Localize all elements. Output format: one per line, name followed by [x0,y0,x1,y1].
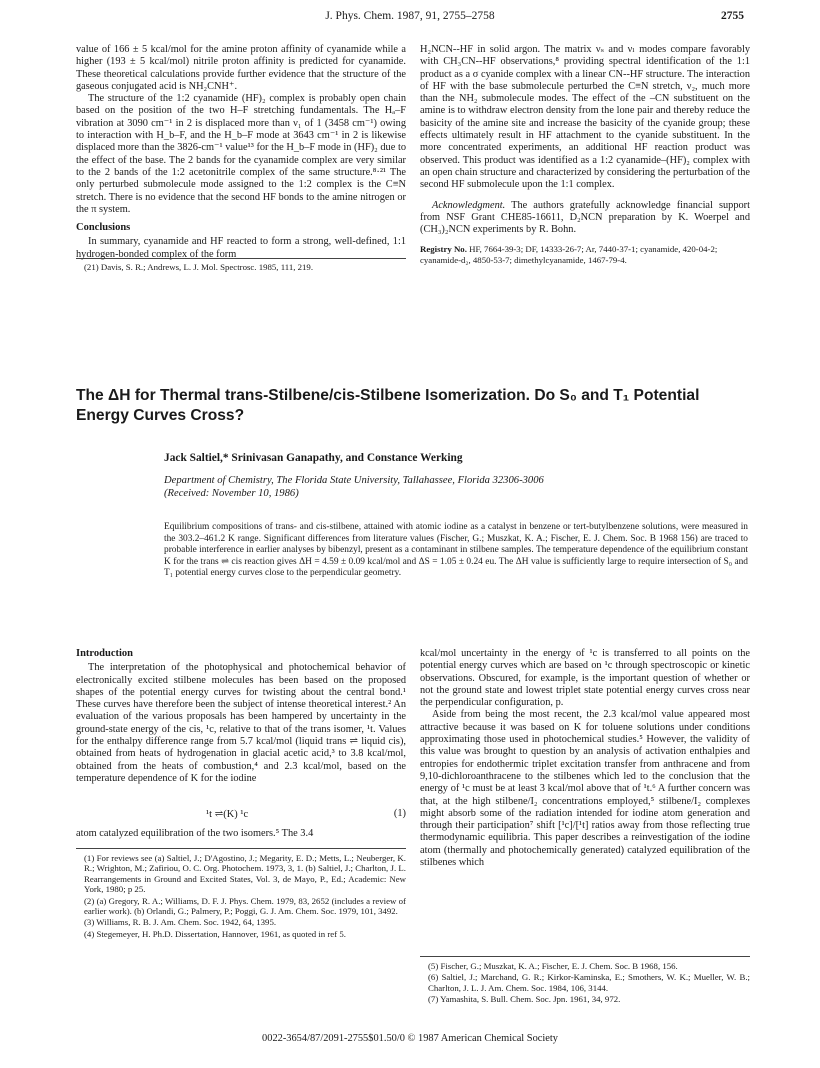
footnote: (6) Saltiel, J.; Marchand, G. R.; Kirkor-Kaminska, E.; Smothers, W. K.; Mueller, W. B.; Charlton, J. L. J. Am. Chem. Soc. 1984, 106, 3144. [428,972,750,993]
footnote: (3) Williams, R. B. J. Am. Chem. Soc. 1942, 64, 1395. [84,917,277,928]
footnote: (5) Fischer, G.; Muszkat, K. A.; Fischer, E. J. Chem. Soc. B 1968, 156. [428,961,678,971]
equation-expression: ¹t ⇌(K) ¹c [206,809,249,820]
affiliation-text: Department of Chemistry, The Florida State University, Tallahassee, Florida 32306-3006 [164,475,544,486]
section-heading-conclusions: Conclusions [76,222,131,234]
footnote-block-top-left [76,262,406,273]
footnote-block-left [76,853,406,940]
page-number: 2755 [721,10,744,22]
article-right-column [420,648,750,869]
previous-article-right-column [420,44,750,236]
footnote: (7) Yamashita, S. Bull. Chem. Soc. Jpn. 1961, 34, 972. [428,994,621,1005]
paragraph: Aside from being the most recent, the 2.3 kcal/mol value appeared most attractive because it was based on K for toluene solutions under conditions approximating those used in photochemical studies.⁵ However, the validity of this value was brought to question by an analysis of activation enthalpies and entropies for endothermic triplet excitation transfer from anthracene and from 9,10-dichloroanthracene to the stilbenes which led to the conclusion that the energy of ¹c must be at least 3 kcal/mol above that of ¹t.⁶ A further concern was that, at the high stilbene/I₂ concentrations employed,⁵ stilbene/I₂ complexes might absorb some of the radiation intended for iodine atom generation and through their participation⁷ shift [¹c]/[¹t] ratios away from those reflecting true thermodynamic equilibria. This paper describes a reinvestigation of the iodine atom (thermally and photochemically generated) catalyzed equilibration of the stilbenes which [420,709,750,869]
article-left-column [76,648,406,785]
running-header [76,10,744,26]
registry-label: Registry No. [420,244,467,254]
footnote: (2) (a) Gregory, R. A.; Williams, D. F. J. Phys. Chem. 1979, 83, 2652 (includes a review of earlier work). (b) Orlandi, G.; Palmery, P.; Poggi, G. J. Am. Chem. Soc. 1979, 101, 3492. [84,895,406,917]
paragraph: In summary, cyanamide and HF reacted to form a strong, well-defined, 1:1 hydrogen-bonded complex of the form [76,236,406,260]
acknowledgment-text: The authors gratefully acknowledge financial support from NSF Grant CHE85-16611, D₂NCN preparation by K. Woerpel and (CH₃)₂NCN experiments by R. Bohn. [420,199,751,236]
footnote-divider [76,848,406,849]
article-left-column-continued [76,828,406,840]
footnote-block-right [420,961,750,1006]
footnote-divider [76,258,406,259]
equation-1 [76,808,406,822]
received-date: (Received: November 10, 1986) [164,488,299,500]
paragraph: H₂NCN--HF in solid argon. The matrix νₛ and νₗ modes compare favorably with CH₃CN--HF observations,⁸ providing spectral identification of the 1:1 product as a σ cyanide complex with a linear CN--HF structure. The interaction of HF with the base submolecule perturbed the C≡N stretch, ν₂, much more than the NH₂ submolecule modes. The effect of the –CN substituent on the amine is to withdraw electron density from the lone pair and thereby reduce the basicity of the amine site and increase the basicity of the cyanide group; these effects ultimately result in HF attachment to the cyanide substituent. In the more concentrated experiments, an additional HF reaction product was observed. This product was identified as a 1:2 cyanamide–(HF)₂ complex with an open chain structure and characterized by considering the perturbation of the second HF submolecule upon the 1:1 complex. [420,44,750,191]
footnote: (4) Stegemeyer, H. Ph.D. Dissertation, Hannover, 1961, as quoted in ref 5. [84,928,346,939]
paragraph: atom catalyzed equilibration of the two isomers.⁵ The 3.4 [76,828,314,839]
section-heading-introduction: Introduction [76,648,133,659]
footnote-divider [420,956,750,957]
article-abstract: Equilibrium compositions of trans- and cis-stilbene, attained with atomic iodine as a catalyst in benzene or tert-butylbenzene solutions, were measured in the 303.2–461.2 K range. Significant differences from literature values (Fischer, G.; Muszkat, K. A.; Fischer, E. J. Chem. Soc. B 1968 156) are traced to probable interference in earlier analyses by bibenzyl, present as a contaminant in stilbene samples. The temperature dependence of the equilibrium constant K for the trans ⇌ cis reaction gives ΔH = 4.59 ± 0.09 kcal/mol and ΔS = 1.05 ± 0.24 eu. The ΔH value is sufficiently large to require intersection of S₀ and T₁ potential energy curves close to the perpendicular geometry. [164,522,748,579]
equation-number: (1) [393,808,406,819]
footnote: (21) Davis, S. R.; Andrews, L. J. Mol. Spectrosc. 1985, 111, 219. [84,262,314,272]
registry-numbers [420,244,750,265]
paragraph: The structure of the 1:2 cyanamide (HF)₂ complex is probably open chain based on the position of the two H–F stretching fundamentals. The Hₐ–F vibration at 3090 cm⁻¹ in 2 is displaced more than ν₁ of 1 (3458 cm⁻¹) owing to interaction with H_b–F, and the H_b–F mode at 3643 cm⁻¹ in 2 is likewise displaced more than the 3826-cm⁻¹ value¹³ for the H_b–F mode in (HF)₂ due to the effect of the base. The 2 bands for the cyanamide complex are very similar to the 2 bands of the 1:2 acetonitrile complex of the same structure.⁸·²¹ The only perturbed submolecule mode assigned to the 1:2 complex is the C≡N stretch. There is no evidence that the second HF bonds to the amine nitrogen or the π system. [76,93,406,215]
previous-article-left-column [76,44,406,261]
journal-citation: J. Phys. Chem. 1987, 91, 2755–2758 [325,10,495,22]
article-authors: Jack Saltiel,* Srinivasan Ganapathy, and Constance Werking [164,452,463,464]
article-affiliation [164,474,744,501]
paragraph: value of 166 ± 5 kcal/mol for the amine proton affinity of cyanamide while a higher (193 ± 5 kcal/mol) nitrile proton affinity is predicted for cyanamide. These theoretical calculations provide further evidence that the structure of the gaseous conjugated acid is NH₂CNH⁺. [76,44,406,92]
paragraph: The interpretation of the photophysical and photochemical behavior of electronically excited stilbene molecules has been based on the proposed shapes of the potential energy curves for twisting about the central bond.¹ These curves have therefore been the subject of intense theoretical interest.² An evaluation of the various proposals has been hampered by uncertainty in the ground-state energy of the cis, ¹c, relative to that of the trans isomer, ¹t. Values for the enthalpy difference range from 5.7 kcal/mol (liquid trans ⇌ liquid cis), obtained from heats of hydrogenation in glacial acetic acid,³ to 3.8 kcal/mol, obtained from the heats of combustion,⁴ and 2.3 kcal/mol, based on the temperature dependence of K for the iodine [76,662,406,784]
acknowledgment [420,200,750,237]
page-footer: 0022-3654/87/2091-2755$01.50/0 © 1987 American Chemical Society [262,1033,558,1044]
registry-text: HF, 7664-39-3; DF, 14333-26-7; Ar, 7440-37-1; cyanamide, 420-04-2; cyanamide-d₂, 4850-53-7; dimethylcyanamide, 1467-79-4. [420,244,718,265]
article-title: The ΔH for Thermal trans-Stilbene/cis-Stilbene Isomerization. Do S₀ and T₁ Potential Energy Curves Cross? [76,387,700,424]
acknowledgment-label: Acknowledgment. [432,199,506,211]
footnote: (1) For reviews see (a) Saltiel, J.; D'Agostino, J.; Megarity, E. D.; Metts, L.; Neuberger, K. R.; Wrighton, M.; Zafiriou, O. C. Org. Photochem. 1973, 3, 1. (b) Saltiel, J.; Charlton, J. L. Rearrangements in Ground and Excited States, Vol. 3, de Mayo, P., Ed.; Academic: New York, 1980; p 25. [84,853,406,895]
paragraph: kcal/mol uncertainty in the energy of ¹c is transferred to all points on the potential energy curves which are based on ¹c through spectroscopic or kinetic observations. Obscured, for example, is the important question of whether or not the ground state and lowest triplet state potential energy curves cross near the perpendicular configuration, p. [420,648,750,709]
